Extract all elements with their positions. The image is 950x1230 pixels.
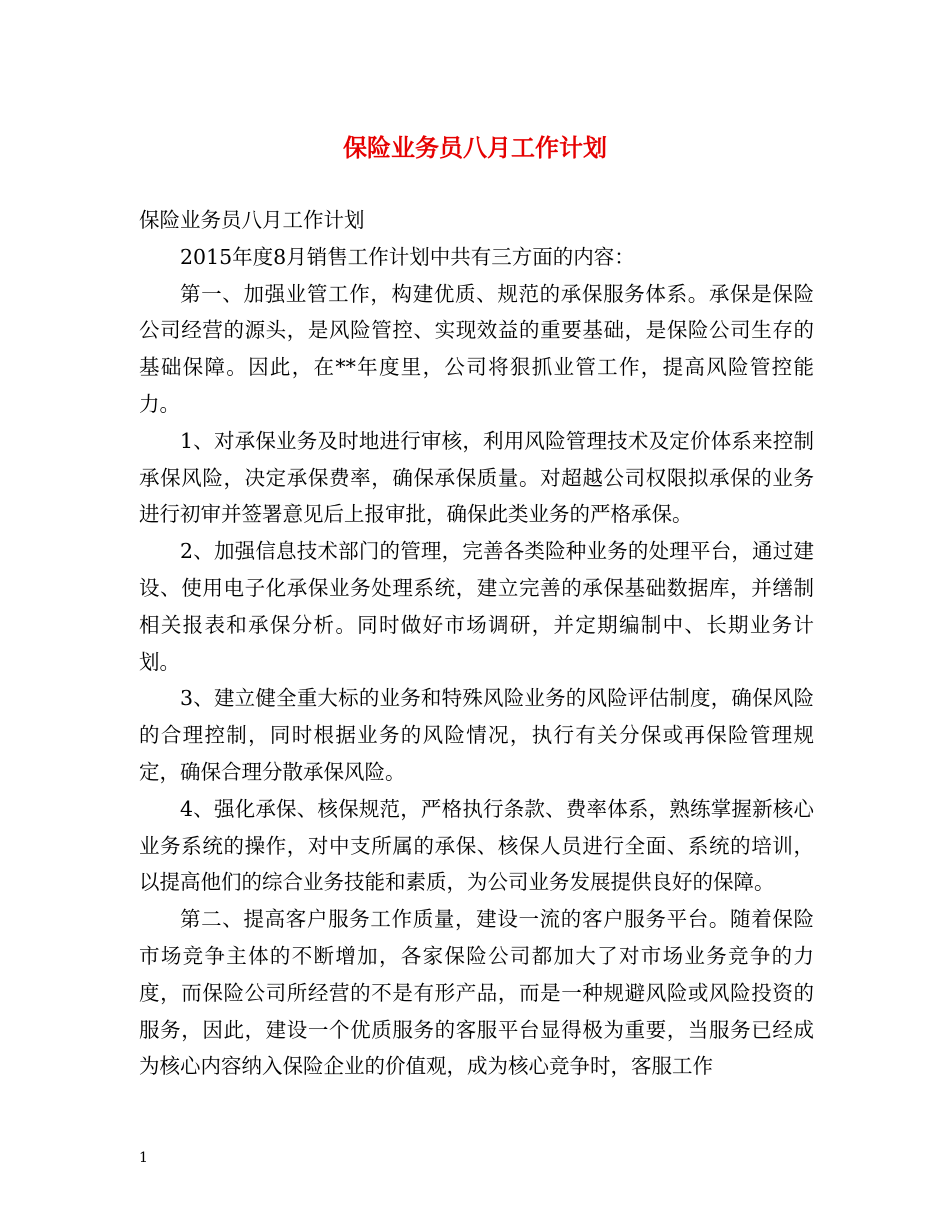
body-paragraph: 第二、提高客户服务工作质量，建设一流的客户服务平台。随着保险市场竞争主体的不断增加，各家保险公司都加大了对市场业务竞争的力度，而保险公司所经营的不是有形产品，而是一种规避风险或风险投资的服务，因此，建设一个优质服务的客服平台显得极为重要，当服务已经成为核心内容纳入保险企业的价值观，成为核心竞争时，客服工作 <box>139 907 814 1079</box>
body-paragraph: 2、加强信息技术部门的管理，完善各类险种业务的处理平台，通过建设、使用电子化承保业务处理系统，建立完善的承保基础数据库，并缮制相关报表和承保分析。同时做好市场调研，并定期编制中、长期业务计划。 <box>139 539 814 674</box>
body-paragraph: 保险业务员八月工作计划 <box>139 208 365 232</box>
document-title: 保险业务员八月工作计划 <box>343 133 607 162</box>
page-number: 1 <box>139 1150 148 1166</box>
body-paragraph: 3、建立健全重大标的业务和特殊风险业务的风险评估制度，确保风险的合理控制，同时根据业务的风险情况，执行有关分保或再保险管理规定，确保合理分散承保风险。 <box>139 686 814 784</box>
body-paragraph: 2015年度8月销售工作计划中共有三方面的内容： <box>180 244 635 269</box>
body-paragraph: 4、强化承保、核保规范，严格执行条款、费率体系，熟练掌握新核心业务系统的操作，对中支所属的承保、核保人员进行全面、系统的培训，以提高他们的综合业务技能和素质，为公司业务发展提供良好的保障。 <box>139 796 814 895</box>
body-paragraph: 第一、加强业管工作，构建优质、规范的承保服务体系。承保是保险公司经营的源头，是风险管控、实现效益的重要基础，是保险公司生存的基础保障。因此，在**年度里，公司将狠抓业管工作，提高风险管控能力。 <box>139 281 814 416</box>
document-body <box>139 202 814 1085</box>
body-paragraph: 1、对承保业务及时地进行审核，利用风险管理技术及定价体系来控制承保风险，决定承保费率，确保承保质量。对超越公司权限拟承保的业务进行初审并签署意见后上报审批，确保此类业务的严格承保。 <box>139 428 814 527</box>
